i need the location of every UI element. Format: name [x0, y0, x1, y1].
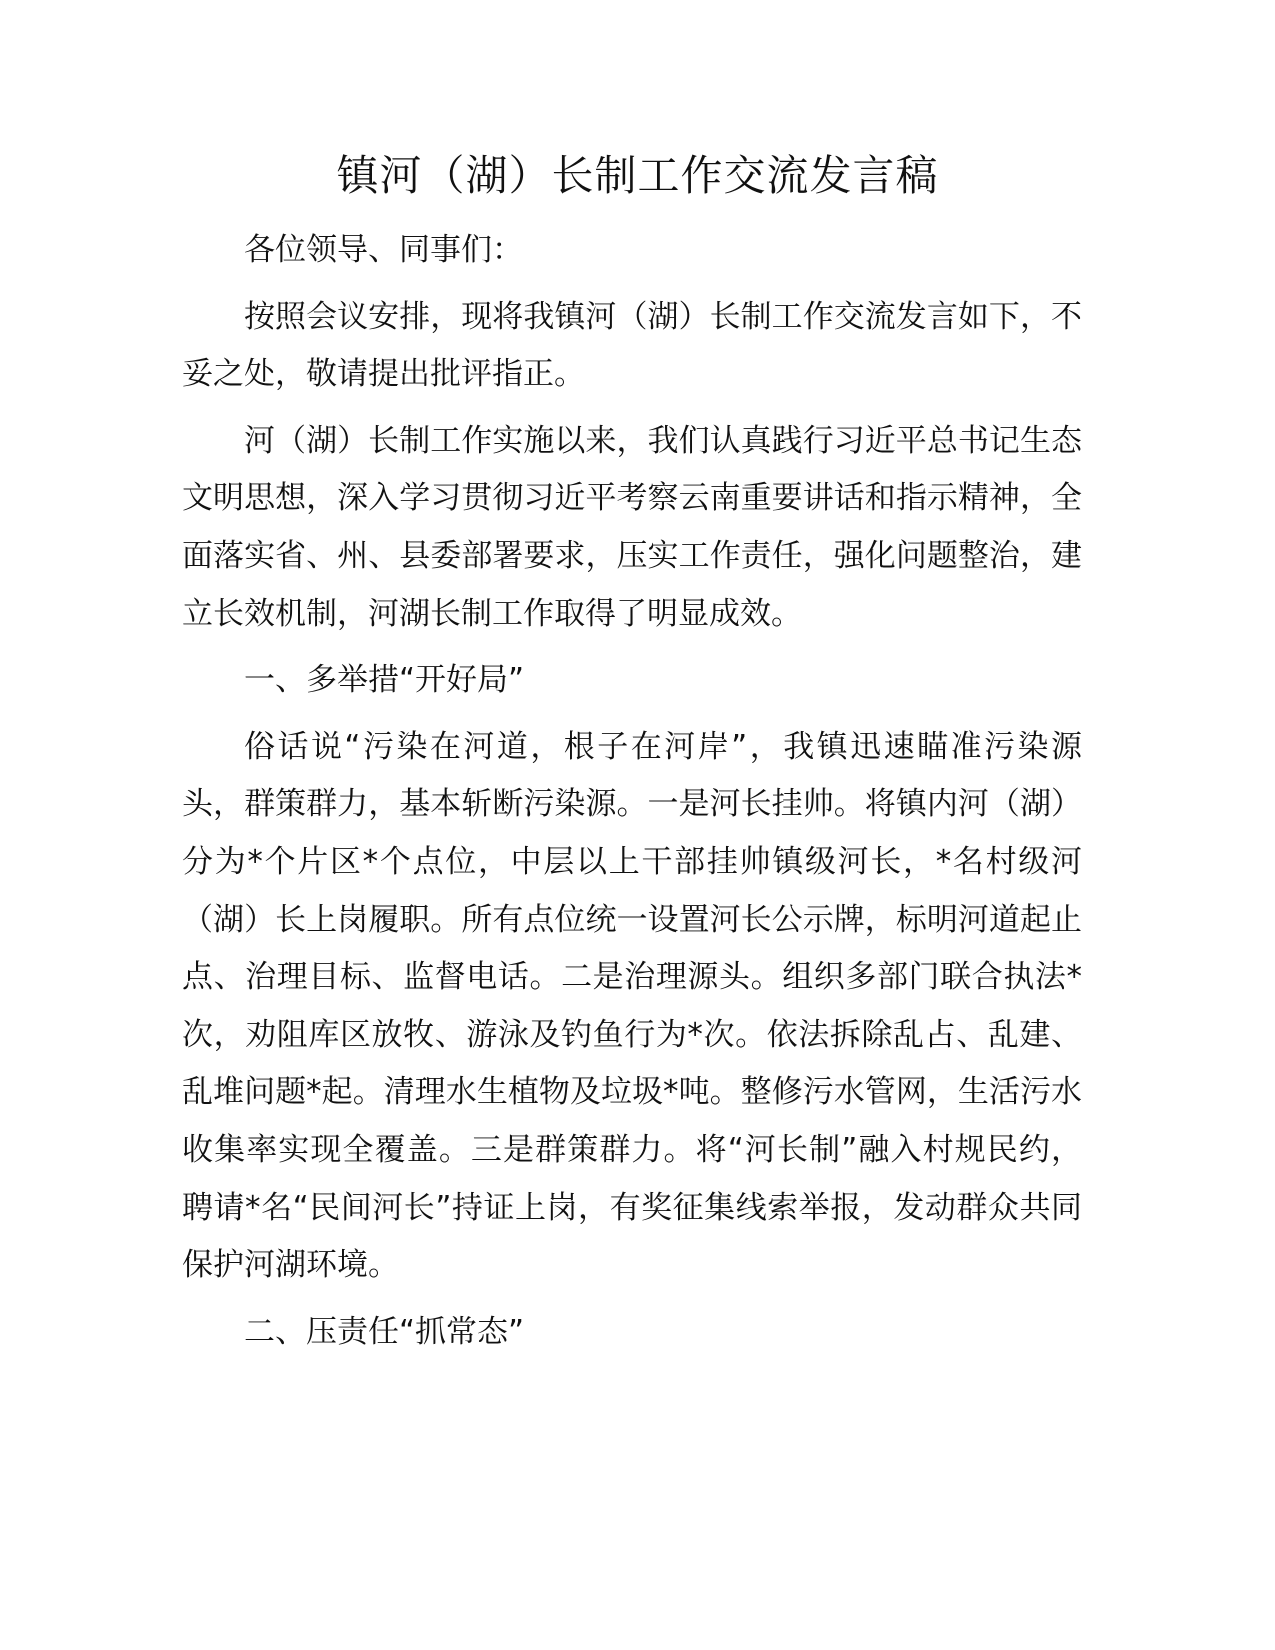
paragraph-summary: 河（湖）长制工作实施以来，我们认真践行习近平总书记生态文明思想，深入学习贯彻习近平考察云南重要讲话和指示精神，全面落实省、州、县委部署要求，压实工作责任，强化问题整治，建立长效机制，河湖长制工作取得了明显成效。 — [182, 422, 1082, 632]
section-body-1: 俗话说“污染在河道，根子在河岸”，我镇迅速瞄准污染源头，群策群力，基本斩断污染源。一是河长挂帅。将镇内河（湖）分为*个片区*个点位，中层以上干部挂帅镇级河长，*名村级河（湖）长上岗履职。所有点位统一设置河长公示牌，标明河道起止点、治理目标、监督电话。二是治理源头。组织多部门联合执法*次，劝阻库区放牧、游泳及钓鱼行为*次。依法拆除乱占、乱建、乱堆问题*起。清理水生植物及垃圾*吨。整修污水管网，生活污水收集率实现全覆盖。三是群策群力。将“河长制”融入村规民约，聘请*名“民间河长”持证上岗，有奖征集线索举报，发动群众共同保护河湖环境。 — [182, 728, 1082, 1284]
section-heading-1: 一、多举措“开好局” — [244, 662, 525, 699]
paragraph-intro: 按照会议安排，现将我镇河（湖）长制工作交流发言如下，不妥之处，敬请提出批评指正。 — [182, 298, 1082, 393]
document-title: 镇河（湖）长制工作交流发言稿 — [336, 151, 939, 200]
document-body — [182, 222, 1082, 1370]
salutation: 各位领导、同事们： — [244, 232, 523, 268]
section-heading-2: 二、压责任“抓常态” — [244, 1313, 525, 1350]
